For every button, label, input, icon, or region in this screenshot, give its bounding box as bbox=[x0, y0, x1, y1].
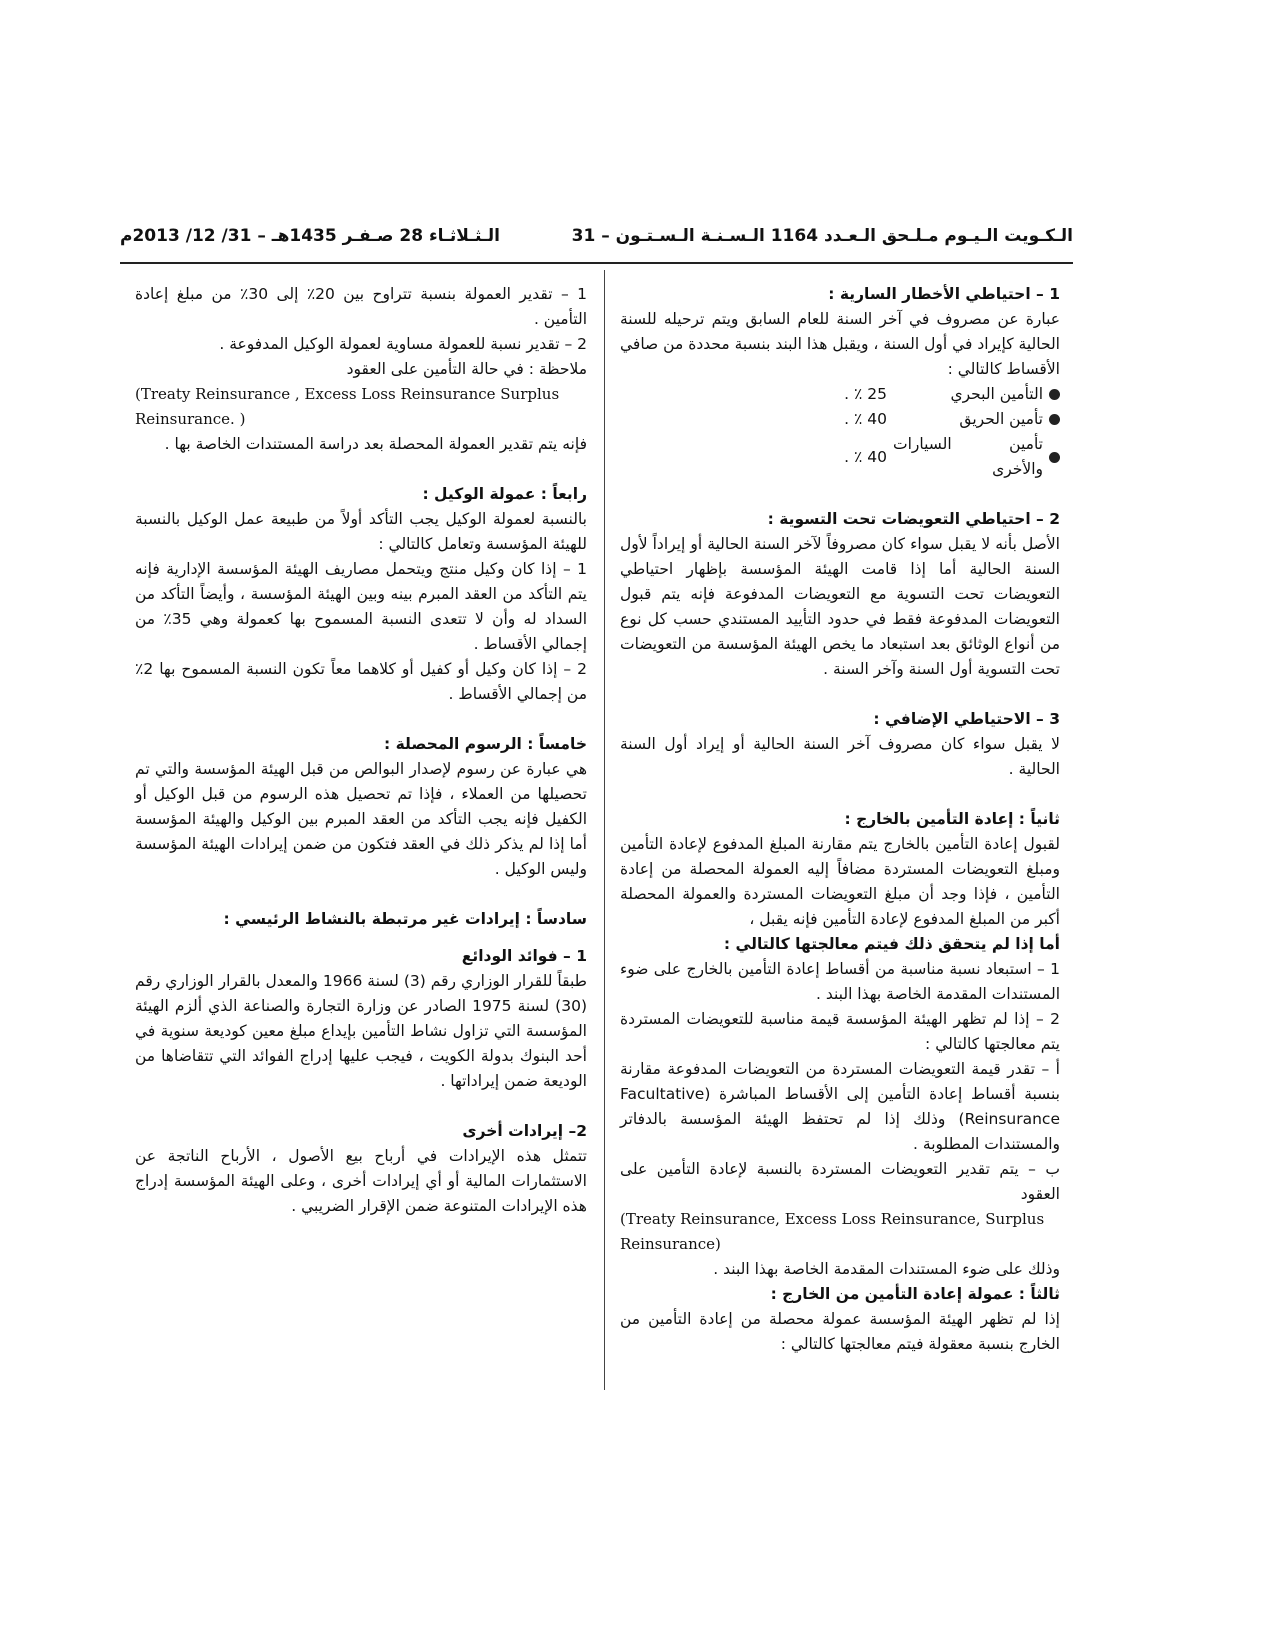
list-item: 2 – تقدير نسبة للعمولة مساوية لعمولة الوكيل المدفوعة . bbox=[219, 335, 587, 353]
paragraph: بالنسبة لعمولة الوكيل يجب التأكد أولاً من طبيعة عمل الوكيل بالنسبة للهيئة المؤسسة وتعامل كالتالي : bbox=[135, 510, 587, 553]
paragraph: إذا لم تظهر الهيئة المؤسسة عمولة محصلة من إعادة التأمين من الخارج بنسبة معقولة فيتم معالجتها كالتالي : bbox=[620, 1310, 1060, 1353]
right-column bbox=[620, 282, 1060, 1357]
list-item: 2 – إذا لم تظهر الهيئة المؤسسة قيمة مناسبة للتعويضات المستردة يتم معالجتها كالتالي : bbox=[620, 1010, 1060, 1053]
section-title: ثالثاً : عمولة إعادة التأمين من الخارج : bbox=[770, 1285, 1060, 1303]
page-header bbox=[120, 222, 1073, 256]
list-item: 2 – إذا كان وكيل أو كفيل أو كلاهما معاً تكون النسبة المسموح بها 2٪ من إجمالي الأقساط . bbox=[135, 660, 587, 703]
paragraph: هي عبارة عن رسوم لإصدار البوالص من قبل الهيئة المؤسسة والتي تم تحصيلها من العملاء ، فإذا تم تحصيل هذه الرسوم من قبل الوكيل أو الكفيل فإنه يجب التأكد من العقد المبرم بين الوكيل والهيئة المؤسسة أما إذا لم يذكر ذلك في العقد فتكون من ضمن إيرادات الهيئة المؤسسة وليس الوكيل . bbox=[135, 760, 587, 878]
list-item: 1 – استبعاد نسبة مناسبة من أقساط إعادة التأمين بالخارج على ضوء المستندات المقدمة الخاصة بهذا البند . bbox=[620, 960, 1060, 1003]
section-title: خامساً : الرسوم المحصلة : bbox=[384, 735, 587, 753]
note: ملاحظة : في حالة التأمين على العقود bbox=[346, 360, 587, 378]
section-title: سادساً : إيرادات غير مرتبطة بالنشاط الرئيسي : bbox=[223, 910, 587, 928]
paragraph: لا يقبل سواء كان مصروف آخر السنة الحالية أو إيراد أول السنة الحالية . bbox=[620, 735, 1060, 778]
paragraph: وذلك على ضوء المستندات المقدمة الخاصة بهذا البند . bbox=[713, 1260, 1060, 1278]
left-column bbox=[135, 282, 587, 1219]
subsection-title: 1 – فوائد الودائع bbox=[461, 947, 587, 965]
paragraph: عبارة عن مصروف في آخر السنة للعام السابق ويتم ترحيله للسنة الحالية كإيراد في أول السنة ، ويقبل هذا البند بنسبة محددة من صافي الأقساط كالتالي : bbox=[620, 310, 1060, 378]
bullet-label: تأمين الحريق bbox=[959, 410, 1043, 428]
column-divider bbox=[604, 270, 605, 1390]
paragraph: تتمثل هذه الإيرادات في أرباح بيع الأصول ، الأرباح الناتجة عن الاستثمارات المالية أو أي إيرادات أخرى ، وعلى الهيئة المؤسسة إدراج هذه الإيرادات المتنوعة ضمن الإقرار الضريبي . bbox=[135, 1147, 587, 1215]
header-date: الـثـلاثـاء 28 صـفـر 1435هـ – 31/ 12/ 2013م bbox=[120, 226, 500, 246]
list-item: 1 – تقدير العمولة بنسبة تتراوح بين 20٪ إلى 30٪ من مبلغ إعادة التأمين . bbox=[135, 285, 587, 328]
paragraph: فإنه يتم تقدير العمولة المحصلة بعد دراسة المستندات الخاصة بها . bbox=[164, 435, 587, 453]
bullet-label: التأمين البحري bbox=[950, 385, 1043, 403]
list-item: 1 – إذا كان وكيل منتج ويتحمل مصاريف الهيئة المؤسسة الإدارية فإنه يتم التأكد من العقد المبرم بينه وبين الهيئة المؤسسة ، وأيضاً التأكد من السداد له وأن لا تتعدى النسبة المسموح بها كعمولة وهي 35٪ من إجمالي الأقساط . bbox=[135, 560, 588, 653]
latin-text: (Treaty Reinsurance, Excess Loss Reinsurance, Surplus Reinsurance) bbox=[620, 1210, 1045, 1253]
list-item bbox=[620, 432, 1060, 482]
header-rule bbox=[120, 262, 1073, 264]
list-item: ب – يتم تقدير التعويضات المستردة بالنسبة لإعادة التأمين على العقود bbox=[620, 1160, 1060, 1203]
list-item bbox=[620, 407, 1060, 432]
bullet-value: 40 ٪ . bbox=[844, 410, 887, 428]
list-item: أ – تقدر قيمة التعويضات المستردة من التعويضات المدفوعة مقارنة بنسبة أقساط إعادة التأمين إلى الأقساط المباشرة (Facultative Reinsurance) وذلك إذا لم تحتفظ الهيئة المؤسسة بالدفاتر والمستندات المطلوبة . bbox=[620, 1060, 1060, 1153]
paragraph: لقبول إعادة التأمين بالخارج يتم مقارنة المبلغ المدفوع لإعادة التأمين ومبلغ التعويضات المستردة مضافاً إليه العمولة المحصلة من إعادة التأمين ، فإذا وجد أن مبلغ التعويضات المستردة والعمولة المحصلة أكبر من المبلغ المدفوع لإعادة التأمين فإنه يقبل ، bbox=[620, 835, 1060, 928]
section-title: 2 – احتياطي التعويضات تحت التسوية : bbox=[767, 510, 1060, 528]
bullet-icon bbox=[1049, 414, 1060, 425]
section-title: رابعاً : عمولة الوكيل : bbox=[422, 485, 587, 503]
latin-text: (Treaty Reinsurance , Excess Loss Reinsurance Surplus Reinsurance. ) bbox=[135, 385, 560, 428]
bullet-list bbox=[620, 382, 1060, 482]
bullet-label: تأمين السيارات والأخرى bbox=[893, 435, 1043, 478]
section-title: ثانياً : إعادة التأمين بالخارج : bbox=[844, 810, 1060, 828]
bullet-value: 25 ٪ . bbox=[844, 385, 887, 403]
subsection-title: 2– إيرادات أخرى bbox=[462, 1122, 587, 1140]
section-title: 1 – احتياطي الأخطار السارية : bbox=[828, 285, 1060, 303]
header-publication: الـكـويت الـيـوم مـلـحق الـعـدد 1164 الـسـنـة الـسـتـون – 31 bbox=[571, 226, 1073, 246]
bullet-value: 40 ٪ . bbox=[844, 447, 887, 466]
bullet-icon bbox=[1049, 452, 1060, 463]
paragraph-bold: أما إذا لم يتحقق ذلك فيتم معالجتها كالتالي : bbox=[723, 935, 1060, 953]
paragraph: الأصل بأنه لا يقبل سواء كان مصروفاً لآخر السنة الحالية أو إيراداً لأول السنة الحالية أما إذا قامت الهيئة المؤسسة بإظهار احتياطي التعويضات تحت التسوية مع التعويضات المدفوعة فإنه يتم قبول التعويضات المدفوعة فقط في حدود التأييد المستندي حسب كل نوع من أنواع الوثائق بعد استبعاد ما يخص الهيئة المؤسسة من التعويضات تحت التسوية أول السنة وآخر السنة . bbox=[620, 535, 1060, 678]
section-title: 3 – الاحتياطي الإضافي : bbox=[873, 710, 1060, 728]
list-item bbox=[620, 382, 1060, 407]
paragraph: طبقاً للقرار الوزاري رقم (3) لسنة 1966 والمعدل بالقرار الوزاري رقم (30) لسنة 1975 الصادر عن وزارة التجارة والصناعة الذي ألزم الهيئة المؤسسة التي تزاول نشاط التأمين بإيداع مبلغ معين كوديعة سنوية في أحد البنوك بدولة الكويت ، فيجب عليها إدراج الفوائد التي تتقاضاها من الوديعة ضمن إيراداتها . bbox=[135, 972, 587, 1090]
bullet-icon bbox=[1049, 389, 1060, 400]
